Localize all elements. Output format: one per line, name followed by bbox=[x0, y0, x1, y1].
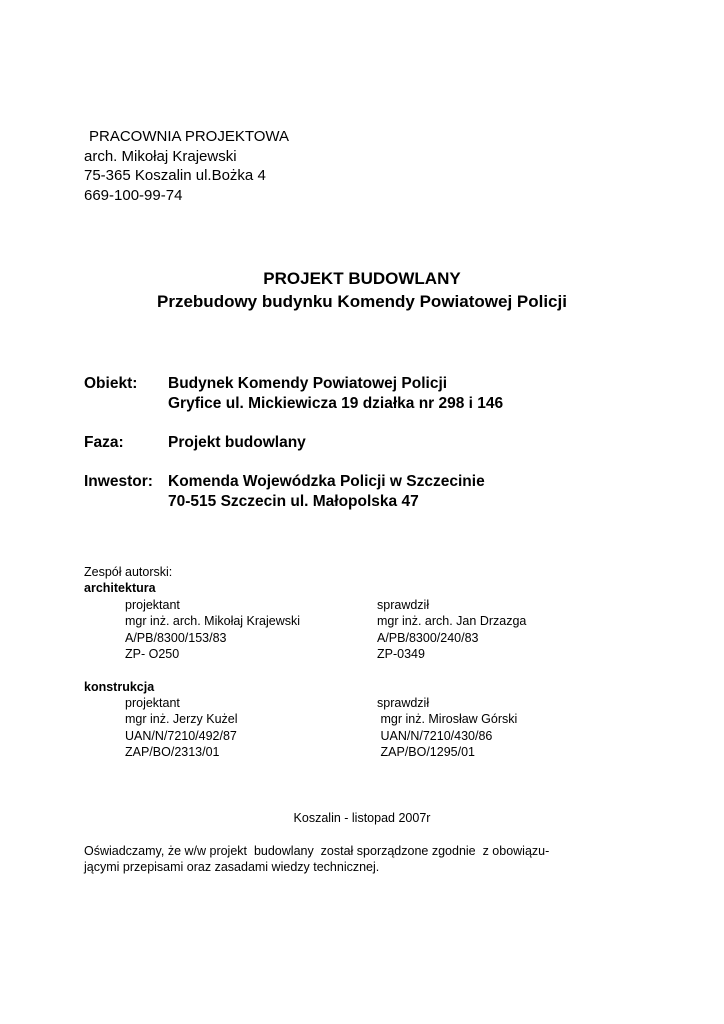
office-phone: 669-100-99-74 bbox=[84, 187, 183, 204]
arch-right-name: mgr inż. arch. Jan Drzazga bbox=[377, 614, 527, 628]
architektura-label: architektura bbox=[84, 581, 156, 595]
office-address: 75-365 Koszalin ul.Bożka 4 bbox=[84, 167, 266, 184]
faza-value: Projekt budowlany bbox=[168, 434, 306, 451]
arch-left-license: A/PB/8300/153/83 bbox=[125, 631, 227, 645]
konst-left-role: projektant bbox=[125, 696, 180, 710]
konstrukcja-label: konstrukcja bbox=[84, 680, 155, 694]
office-name: PRACOWNIA PROJEKTOWA bbox=[89, 128, 290, 145]
konst-right-membership: ZAP/BO/1295/01 bbox=[377, 745, 475, 759]
arch-left-name: mgr inż. arch. Mikołaj Krajewski bbox=[125, 614, 301, 628]
inwestor-label: Inwestor: bbox=[84, 473, 153, 490]
konst-left-name: mgr inż. Jerzy Kużel bbox=[125, 712, 238, 726]
konst-right-name: mgr inż. Mirosław Górski bbox=[377, 712, 518, 726]
konst-right-role: sprawdził bbox=[377, 696, 430, 710]
team-heading: Zespół autorski: bbox=[84, 565, 173, 579]
konst-left-license: UAN/N/7210/492/87 bbox=[125, 729, 237, 743]
office-architect: arch. Mikołaj Krajewski bbox=[84, 148, 237, 165]
faza-label: Faza: bbox=[84, 434, 124, 451]
inwestor-line2: 70-515 Szczecin ul. Małopolska 47 bbox=[168, 493, 419, 510]
statement-line1: Oświadczamy, że w/w projekt budowlany został sporządzone zgodnie z obowiązu- bbox=[84, 844, 550, 858]
arch-right-membership: ZP-0349 bbox=[377, 647, 425, 661]
obiekt-line1: Budynek Komendy Powiatowej Policji bbox=[168, 375, 448, 392]
arch-left-role: projektant bbox=[125, 598, 180, 612]
arch-right-role: sprawdził bbox=[377, 598, 430, 612]
arch-left-membership: ZP- O250 bbox=[125, 647, 180, 661]
document-title: PROJEKT BUDOWLANY bbox=[263, 269, 461, 288]
obiekt-label: Obiekt: bbox=[84, 375, 138, 392]
document-subtitle: Przebudowy budynku Komendy Powiatowej Policji bbox=[157, 292, 567, 311]
arch-right-license: A/PB/8300/240/83 bbox=[377, 631, 479, 645]
place-date: Koszalin - listopad 2007r bbox=[293, 811, 431, 825]
statement-line2: jącymi przepisami oraz zasadami wiedzy technicznej. bbox=[84, 860, 380, 874]
inwestor-line1: Komenda Wojewódzka Policji w Szczecinie bbox=[168, 473, 485, 490]
konst-right-license: UAN/N/7210/430/86 bbox=[377, 729, 493, 743]
konst-left-membership: ZAP/BO/2313/01 bbox=[125, 745, 220, 759]
obiekt-line2: Gryfice ul. Mickiewicza 19 działka nr 298 i 146 bbox=[168, 395, 504, 412]
